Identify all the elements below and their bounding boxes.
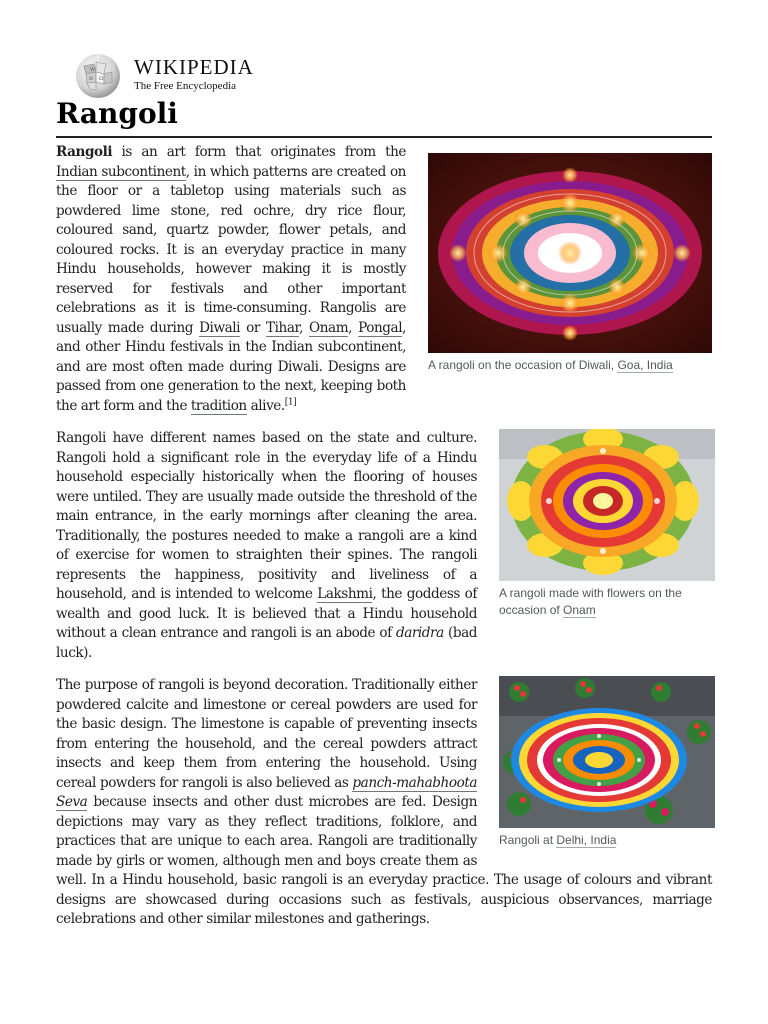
- link-indian-subcontinent[interactable]: Indian subcontinent: [56, 163, 186, 180]
- text: , the goddess of wealth and good luck. It is believed that a Hindu household without a clean entrance and rangoli is an abode of: [56, 586, 477, 641]
- link-panch-mahabhoota-seva[interactable]: panch-mahabhoota Seva: [56, 774, 477, 810]
- figure-caption: [499, 585, 715, 619]
- link-tihar[interactable]: Tihar: [266, 319, 300, 336]
- link-lakshmi[interactable]: Lakshmi: [317, 586, 373, 602]
- text: The purpose of rangoli is beyond decoration. Traditionally either powdered calcite and limestone or cereal powders are used for the basic design. The limestone is capable of preventing insects from entering the household, and the cereal powders attract insects and keep them from entering the household. Using cereal powders for rangoli is also believed as: [56, 677, 477, 791]
- text: is an art form that originates from the: [112, 144, 406, 160]
- svg-text:И: И: [89, 77, 93, 82]
- text: because insects and other dust microbes are fed. Design depictions may vary as they reflect traditions, folklore, and practices that are unique to each area. Rangoli are traditionally made by girls or women, although men and boys create them as well. In a Hindu household, basic rangoli is an everyday practice. The usage of colours and vibrant designs are showcased during occasions such as festivals, auspicious observances, marriage celebrations and other similar milestones and gatherings.: [56, 794, 712, 927]
- text: , in which patterns are created on the floor or a tabletop using materials such as powdered lime stone, red ochre, dry rice flour, coloured sand, quartz powder, flower petals, and coloured rocks. It is an everyday practice in many Hindu households, however making it is mostly reserved for festivals and other important celebrations as it is time-consuming. Rangolis are usually made during: [56, 163, 406, 336]
- onam-rangoli-image[interactable]: [499, 429, 715, 581]
- text: ,: [348, 319, 359, 336]
- figure-diwali-rangoli: [428, 153, 712, 374]
- caption-text: Rangoli at: [499, 833, 557, 847]
- caption-text: A rangoli made with flowers on the occasion of: [499, 586, 682, 617]
- figure-delhi-rangoli: [499, 676, 715, 849]
- wordmark-title: WIKIPEDIA: [134, 55, 254, 79]
- figure-caption: [428, 357, 712, 374]
- diwali-rangoli-image[interactable]: [428, 153, 712, 353]
- figure-caption: [499, 832, 715, 849]
- link-pongal[interactable]: Pongal: [358, 319, 403, 336]
- text: ,: [299, 319, 310, 336]
- delhi-rangoli-image[interactable]: [499, 676, 715, 828]
- link-onam-caption[interactable]: Onam: [563, 603, 596, 617]
- text: Rangoli have different names based on the state and culture. Rangoli hold a significant role in the everyday life of a Hindu household especially historically when the flooring of houses were untiled. They are usually made outside the threshold of the main entrance, in the early mornings after cleaning the area. Traditionally, the postures needed to make a rangoli are a kind of exercise for women to straighten their spines. The rangoli represents the happiness, positivity and liveliness of a household, and is intended to welcome: [56, 430, 477, 602]
- link-onam[interactable]: Onam: [309, 319, 349, 336]
- text: (bad luck).: [56, 625, 477, 661]
- site-logo[interactable]: [74, 50, 374, 100]
- text: alive.: [246, 397, 285, 414]
- link-goa-india[interactable]: Goa, India: [617, 358, 673, 372]
- svg-text:Ω: Ω: [99, 76, 104, 82]
- link-tradition[interactable]: tradition: [190, 397, 247, 414]
- link-delhi-india[interactable]: Delhi, India: [556, 833, 617, 847]
- italic-daridra: daridra: [395, 625, 444, 641]
- caption-text: A rangoli on the occasion of Diwali,: [428, 358, 618, 372]
- link-diwali[interactable]: Diwali: [199, 319, 241, 336]
- page-title: Rangoli: [56, 94, 712, 138]
- svg-text:W: W: [90, 67, 96, 73]
- article-body: [56, 143, 712, 943]
- wikipedia-globe-icon: [74, 52, 122, 100]
- wordmark-tagline: The Free Encyclopedia: [134, 80, 237, 92]
- wordmark: [134, 56, 254, 93]
- reference-link[interactable]: [1]: [284, 396, 297, 407]
- bold-lead: Rangoli: [56, 144, 113, 160]
- figure-onam-rangoli: [499, 429, 715, 619]
- text: or: [240, 319, 267, 336]
- text: , and other Hindu festivals in the Indian subcontinent, and are most often made during Diwali. Designs are passed from one generation to the next, keeping both the art form and the: [56, 319, 406, 414]
